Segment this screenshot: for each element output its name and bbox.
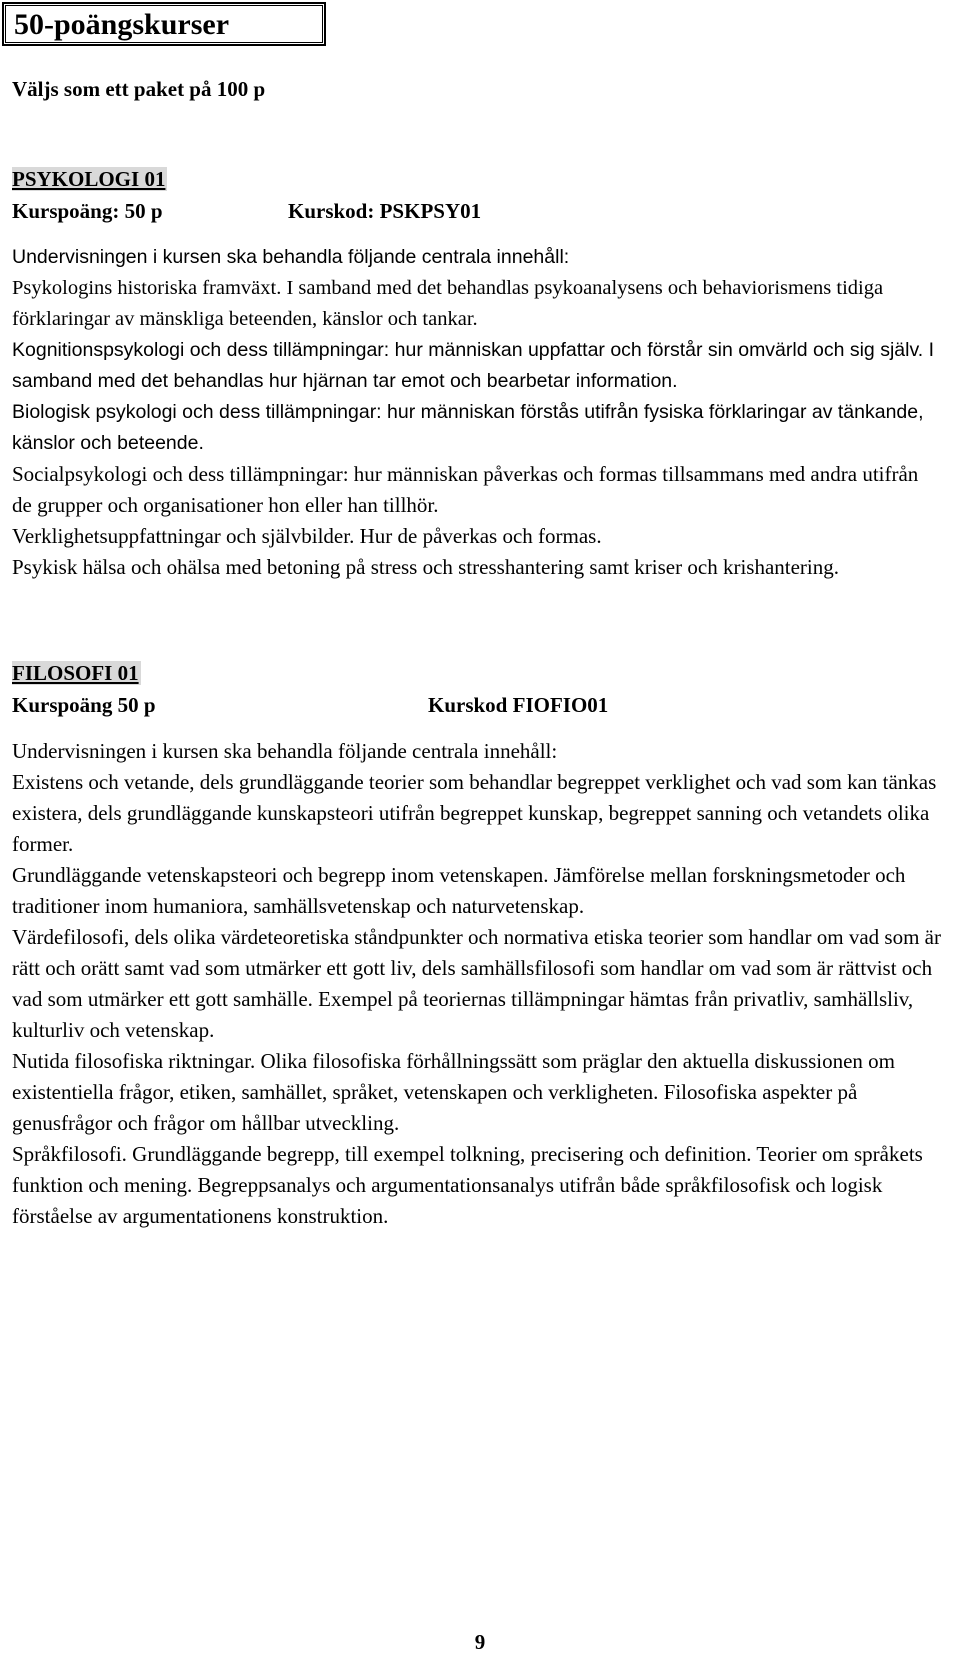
page-title-box: [2, 2, 326, 46]
content-paragraph: Existens och vetande, dels grundläggande teorier som behandlar begreppet verklighet och vad som kan tänkas existera, dels grundläggande kunskapsteori utifrån begreppet kunskap, begreppet sanning och vetandets olika former.: [12, 770, 937, 856]
content-paragraph: Socialpsykologi och dess tillämpningar: hur människan påverkas och formas tillsammans med andra utifrån de grupper och organisationer hon eller han tillhör.: [12, 462, 919, 517]
course-name: FILOSOFI 01: [12, 661, 139, 685]
course-meta-filosofi: [12, 692, 609, 718]
course-meta-psykologi: [12, 198, 482, 224]
page-number: 9: [474, 1630, 486, 1654]
course-name: PSYKOLOGI 01: [12, 167, 166, 191]
content-paragraph: Biologisk psykologi och dess tillämpningar: hur människan förstås utifrån fysiska förklaringar av tänkande, känslor och beteende.: [12, 401, 924, 454]
content-paragraph: Språkfilosofi. Grundläggande begrepp, till exempel tolkning, precisering och definition. Teorier om språkets funktion och mening. Begreppsanalys och argumentationsanalys utifrån både språkfilosofisk och logisk förståelse av argumentationens konstruktion.: [12, 1142, 923, 1228]
course-code: Kurskod FIOFIO01: [428, 693, 609, 717]
page-subtitle: Väljs som ett paket på 100 p: [12, 77, 266, 101]
course-content-psykologi: [12, 242, 942, 583]
course-title-filosofi: [12, 660, 141, 686]
course-intro: Undervisningen i kursen ska behandla följande centrala innehåll:: [12, 739, 558, 763]
content-paragraph: Psykisk hälsa och ohälsa med betoning på stress och stresshantering samt kriser och krishantering.: [12, 555, 839, 579]
content-paragraph: Kognitionspsykologi och dess tillämpningar: hur människan uppfattar och förstår sin omvärld och sig själv. I samband med det behandlas hur hjärnan tar emot och bearbetar information.: [12, 339, 935, 392]
content-paragraph: Nutida filosofiska riktningar. Olika filosofiska förhållningssätt som präglar den aktuella diskussionen om existentiella frågor, etiken, samhället, språket, vetenskapen och verkligheten. Filosofiska aspekter på genusfrågor och frågor om hållbar utveckling.: [12, 1049, 896, 1135]
course-code: Kurskod: PSKPSY01: [288, 199, 482, 223]
course-points: Kurspoäng: 50 p: [12, 199, 163, 223]
course-title-psykologi: [12, 166, 167, 192]
course-intro: Undervisningen i kursen ska behandla följande centrala innehåll:: [12, 246, 570, 268]
page-title: 50-poängskurser: [5, 5, 323, 43]
course-content-filosofi: [12, 736, 942, 1232]
content-paragraph: Verklighetsuppfattningar och självbilder. Hur de påverkas och formas.: [12, 524, 602, 548]
content-paragraph: Grundläggande vetenskapsteori och begrepp inom vetenskapen. Jämförelse mellan forskningsmetoder och traditioner inom humaniora, samhällsvetenskap och naturvetenskap.: [12, 863, 906, 918]
content-paragraph: Psykologins historiska framväxt. I samband med det behandlas psykoanalysens och behaviorismens tidiga förklaringar av mänskliga beteenden, känslor och tankar.: [12, 277, 884, 330]
content-paragraph: Värdefilosofi, dels olika värdeteoretiska ståndpunkter och normativa etiska teorier som handlar om vad som är rätt och orätt samt vad som utmärker ett gott liv, dels samhällsfilosofi som handlar om vad som är rättvist och vad som utmärker ett gott samhälle. Exempel på teoriernas tillämpningar hämtas från privatliv, samhällsliv, kulturliv och vetenskap.: [12, 925, 941, 1042]
course-points: Kurspoäng 50 p: [12, 693, 156, 717]
